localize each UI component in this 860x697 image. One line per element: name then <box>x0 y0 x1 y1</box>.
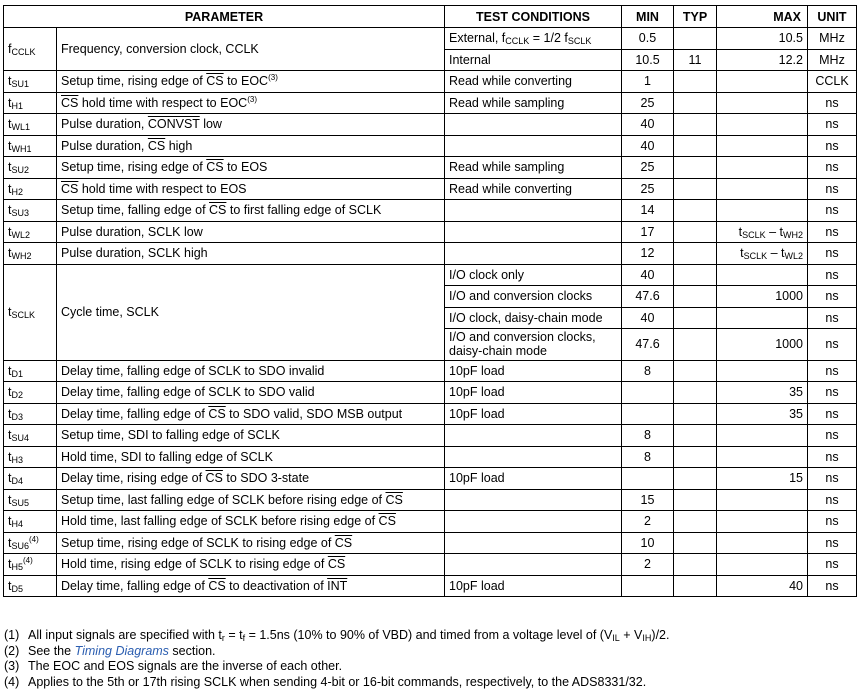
unit-value: ns <box>808 178 857 200</box>
header-test-conditions: TEST CONDITIONS <box>445 6 622 28</box>
table-row <box>4 511 857 533</box>
max-value: 35 <box>717 382 808 404</box>
typ-value <box>674 489 717 511</box>
unit-value: ns <box>808 532 857 554</box>
typ-value <box>674 200 717 222</box>
unit-value: ns <box>808 554 857 576</box>
param-description: Pulse duration, SCLK high <box>57 243 445 265</box>
unit-value: ns <box>808 157 857 179</box>
test-condition: 10pF load <box>445 403 622 425</box>
table-row <box>4 92 857 114</box>
typ-value <box>674 329 717 361</box>
max-value: 15 <box>717 468 808 490</box>
param-symbol: $t_{D5}$ <box>4 575 57 597</box>
typ-value: 11 <box>674 49 717 71</box>
unit-value: ns <box>808 446 857 468</box>
typ-value <box>674 264 717 286</box>
param-symbol: $t_{SU5}$ <box>4 489 57 511</box>
test-condition: I/O and conversion clocks, daisy-chain mode <box>445 329 622 361</box>
test-condition <box>445 489 622 511</box>
table-row <box>4 221 857 243</box>
max-value <box>717 360 808 382</box>
max-value: 1000 <box>717 329 808 361</box>
test-condition: Internal <box>445 49 622 71</box>
param-symbol: $t_{H3}$ <box>4 446 57 468</box>
min-value: 17 <box>622 221 674 243</box>
typ-value <box>674 425 717 447</box>
header-typ: TYP <box>674 6 717 28</box>
max-value: 10.5 <box>717 28 808 50</box>
max-value <box>717 511 808 533</box>
test-condition: 10pF load <box>445 468 622 490</box>
unit-value: ns <box>808 221 857 243</box>
footnotes <box>4 628 669 690</box>
param-description: Delay time, rising edge of $\overline{CS}$ to SDO 3-state <box>57 468 445 490</box>
param-symbol: $t_{WL2}$ <box>4 221 57 243</box>
param-symbol: $t_{D4}$ <box>4 468 57 490</box>
param-symbol: $t_{SU6}^{(4)}$ <box>4 532 57 554</box>
param-description: Delay time, falling edge of SCLK to SDO invalid <box>57 360 445 382</box>
param-description: $\overline{CS}$ hold time with respect to EOS <box>57 178 445 200</box>
param-description: Frequency, conversion clock, CCLK <box>57 28 445 71</box>
min-value: 8 <box>622 425 674 447</box>
unit-value: ns <box>808 403 857 425</box>
test-condition <box>445 425 622 447</box>
table-row <box>4 575 857 597</box>
typ-value <box>674 554 717 576</box>
table-row <box>4 264 857 286</box>
unit-value: ns <box>808 575 857 597</box>
table-row <box>4 554 857 576</box>
table-row <box>4 425 857 447</box>
max-value <box>717 446 808 468</box>
param-description: Delay time, falling edge of SCLK to SDO valid <box>57 382 445 404</box>
table-row <box>4 360 857 382</box>
unit-value: ns <box>808 200 857 222</box>
test-condition: 10pF load <box>445 382 622 404</box>
min-value: 25 <box>622 92 674 114</box>
param-description: Delay time, falling edge of $\overline{CS}$ to deactivation of $\overline{INT}$ <box>57 575 445 597</box>
min-value: 8 <box>622 446 674 468</box>
param-symbol: $t_{D2}$ <box>4 382 57 404</box>
max-value <box>717 178 808 200</box>
typ-value <box>674 468 717 490</box>
typ-value <box>674 575 717 597</box>
test-condition: External, $f_{CCLK} = 1/2$ $f_{SCLK}$ <box>445 28 622 50</box>
max-value: 1000 <box>717 286 808 308</box>
max-value <box>717 200 808 222</box>
param-description: Setup time, rising edge of SCLK to rising edge of $\overline{CS}$ <box>57 532 445 554</box>
max-value: 12.2 <box>717 49 808 71</box>
table-row <box>4 468 857 490</box>
typ-value <box>674 382 717 404</box>
min-value: 10 <box>622 532 674 554</box>
param-description: Setup time, rising edge of $\overline{CS}$ to EOS <box>57 157 445 179</box>
footnote-3: (3) The EOC and EOS signals are the inverse of each other. <box>4 659 343 673</box>
typ-value <box>674 28 717 50</box>
max-value: $t_{SCLK} - t_{WL2}$ <box>717 243 808 265</box>
param-symbol: $t_{D3}$ <box>4 403 57 425</box>
param-description: Setup time, rising edge of $\overline{CS}$ to EOC$^{(3)}$ <box>57 71 445 93</box>
param-description: Hold time, rising edge of SCLK to rising edge of $\overline{CS}$ <box>57 554 445 576</box>
min-value <box>622 575 674 597</box>
typ-value <box>674 307 717 329</box>
max-value <box>717 425 808 447</box>
param-symbol: $t_{D1}$ <box>4 360 57 382</box>
param-symbol: $t_{SU3}$ <box>4 200 57 222</box>
unit-value: MHz <box>808 28 857 50</box>
typ-value <box>674 157 717 179</box>
typ-value <box>674 360 717 382</box>
test-condition: Read while converting <box>445 178 622 200</box>
typ-value <box>674 221 717 243</box>
param-description: Setup time, falling edge of $\overline{CS}$ to first falling edge of SCLK <box>57 200 445 222</box>
param-symbol: $t_{SCLK}$ <box>4 264 57 360</box>
max-value <box>717 114 808 136</box>
max-value <box>717 532 808 554</box>
table-row <box>4 446 857 468</box>
test-condition <box>445 200 622 222</box>
table-row <box>4 382 857 404</box>
min-value: 1 <box>622 71 674 93</box>
header-min: MIN <box>622 6 674 28</box>
unit-value: ns <box>808 264 857 286</box>
param-description: Setup time, SDI to falling edge of SCLK <box>57 425 445 447</box>
typ-value <box>674 286 717 308</box>
param-description: Setup time, last falling edge of SCLK before rising edge of $\overline{CS}$ <box>57 489 445 511</box>
footnote-4: (4) Applies to the 5th or 17th rising SCLK when sending 4-bit or 16-bit commands, respectively, to the ADS8331/32. <box>4 674 647 689</box>
table-row <box>4 114 857 136</box>
param-symbol: $t_{SU4}$ <box>4 425 57 447</box>
header-unit: UNIT <box>808 6 857 28</box>
max-value <box>717 554 808 576</box>
param-symbol: $t_{SU1}$ <box>4 71 57 93</box>
unit-value: ns <box>808 114 857 136</box>
unit-value: ns <box>808 489 857 511</box>
typ-value <box>674 178 717 200</box>
min-value: 0.5 <box>622 28 674 50</box>
max-value: $t_{SCLK} - t_{WH2}$ <box>717 221 808 243</box>
min-value: 15 <box>622 489 674 511</box>
max-value <box>717 135 808 157</box>
footnote-1: (1) All input signals are specified with $t_r = t_f = 1.5ns$ (10% to 90% of VBD) and timed from a voltage level of $(V_{IL} + V_{IH})/2$. <box>4 628 670 643</box>
table-row <box>4 532 857 554</box>
unit-value: ns <box>808 135 857 157</box>
footnote-2: (2) See the Timing Diagrams section. <box>4 643 216 658</box>
max-value <box>717 92 808 114</box>
test-condition: 10pF load <box>445 360 622 382</box>
unit-value: ns <box>808 329 857 361</box>
max-value <box>717 489 808 511</box>
timing-characteristics-table <box>3 5 857 597</box>
test-condition: I/O and conversion clocks <box>445 286 622 308</box>
table-row <box>4 28 857 50</box>
test-condition: I/O clock only <box>445 264 622 286</box>
param-symbol: $t_{WH2}$ <box>4 243 57 265</box>
max-value: 35 <box>717 403 808 425</box>
unit-value: ns <box>808 425 857 447</box>
test-condition: Read while sampling <box>445 92 622 114</box>
min-value: 25 <box>622 178 674 200</box>
max-value <box>717 307 808 329</box>
test-condition <box>445 554 622 576</box>
typ-value <box>674 446 717 468</box>
typ-value <box>674 71 717 93</box>
min-value: 40 <box>622 135 674 157</box>
unit-value: CCLK <box>808 71 857 93</box>
min-value: 40 <box>622 264 674 286</box>
test-condition: I/O clock, daisy-chain mode <box>445 307 622 329</box>
min-value <box>622 403 674 425</box>
table-row <box>4 178 857 200</box>
test-condition: Read while converting <box>445 71 622 93</box>
unit-value: ns <box>808 360 857 382</box>
param-description: Delay time, falling edge of $\overline{CS}$ to SDO valid, SDO MSB output <box>57 403 445 425</box>
unit-value: ns <box>808 92 857 114</box>
typ-value <box>674 114 717 136</box>
param-symbol: $t_{WL1}$ <box>4 114 57 136</box>
param-symbol: $t_{SU2}$ <box>4 157 57 179</box>
max-value <box>717 71 808 93</box>
typ-value <box>674 532 717 554</box>
unit-value: ns <box>808 382 857 404</box>
test-condition <box>445 135 622 157</box>
param-description: Pulse duration, $\overline{CS}$ high <box>57 135 445 157</box>
min-value: 47.6 <box>622 329 674 361</box>
typ-value <box>674 92 717 114</box>
min-value: 40 <box>622 114 674 136</box>
test-condition: Read while sampling <box>445 157 622 179</box>
test-condition <box>445 243 622 265</box>
min-value: 12 <box>622 243 674 265</box>
min-value: 14 <box>622 200 674 222</box>
typ-value <box>674 135 717 157</box>
param-symbol: $f_{CCLK}$ <box>4 28 57 71</box>
min-value: 25 <box>622 157 674 179</box>
param-description: Cycle time, SCLK <box>57 264 445 360</box>
header-max: MAX <box>717 6 808 28</box>
unit-value: ns <box>808 286 857 308</box>
param-symbol: $t_{H2}$ <box>4 178 57 200</box>
min-value <box>622 382 674 404</box>
unit-value: ns <box>808 243 857 265</box>
min-value: 10.5 <box>622 49 674 71</box>
min-value <box>622 468 674 490</box>
param-symbol: $t_{WH1}$ <box>4 135 57 157</box>
min-value: 2 <box>622 554 674 576</box>
param-description: Pulse duration, SCLK low <box>57 221 445 243</box>
test-condition <box>445 114 622 136</box>
timing-diagrams-link[interactable]: Timing Diagrams <box>74 643 169 658</box>
param-description: Hold time, last falling edge of SCLK before rising edge of $\overline{CS}$ <box>57 511 445 533</box>
table-row <box>4 243 857 265</box>
typ-value <box>674 511 717 533</box>
min-value: 8 <box>622 360 674 382</box>
table-row <box>4 135 857 157</box>
unit-value: ns <box>808 468 857 490</box>
param-description: Hold time, SDI to falling edge of SCLK <box>57 446 445 468</box>
min-value: 2 <box>622 511 674 533</box>
unit-value: MHz <box>808 49 857 71</box>
max-value: 40 <box>717 575 808 597</box>
max-value <box>717 157 808 179</box>
test-condition: 10pF load <box>445 575 622 597</box>
typ-value <box>674 403 717 425</box>
table-row <box>4 71 857 93</box>
unit-value: ns <box>808 307 857 329</box>
typ-value <box>674 243 717 265</box>
min-value: 40 <box>622 307 674 329</box>
param-symbol: $t_{H5}^{(4)}$ <box>4 554 57 576</box>
header-parameter: PARAMETER <box>4 6 445 28</box>
table-row <box>4 403 857 425</box>
param-symbol: $t_{H1}$ <box>4 92 57 114</box>
test-condition <box>445 532 622 554</box>
table-header-row <box>4 6 857 28</box>
test-condition <box>445 511 622 533</box>
table-row <box>4 200 857 222</box>
param-symbol: $t_{H4}$ <box>4 511 57 533</box>
table-row <box>4 157 857 179</box>
unit-value: ns <box>808 511 857 533</box>
param-description: $\overline{CS}$ hold time with respect to EOC$^{(3)}$ <box>57 92 445 114</box>
table-row <box>4 489 857 511</box>
min-value: 47.6 <box>622 286 674 308</box>
test-condition <box>445 221 622 243</box>
max-value <box>717 264 808 286</box>
test-condition <box>445 446 622 468</box>
param-description: Pulse duration, CONVST low <box>57 114 445 136</box>
